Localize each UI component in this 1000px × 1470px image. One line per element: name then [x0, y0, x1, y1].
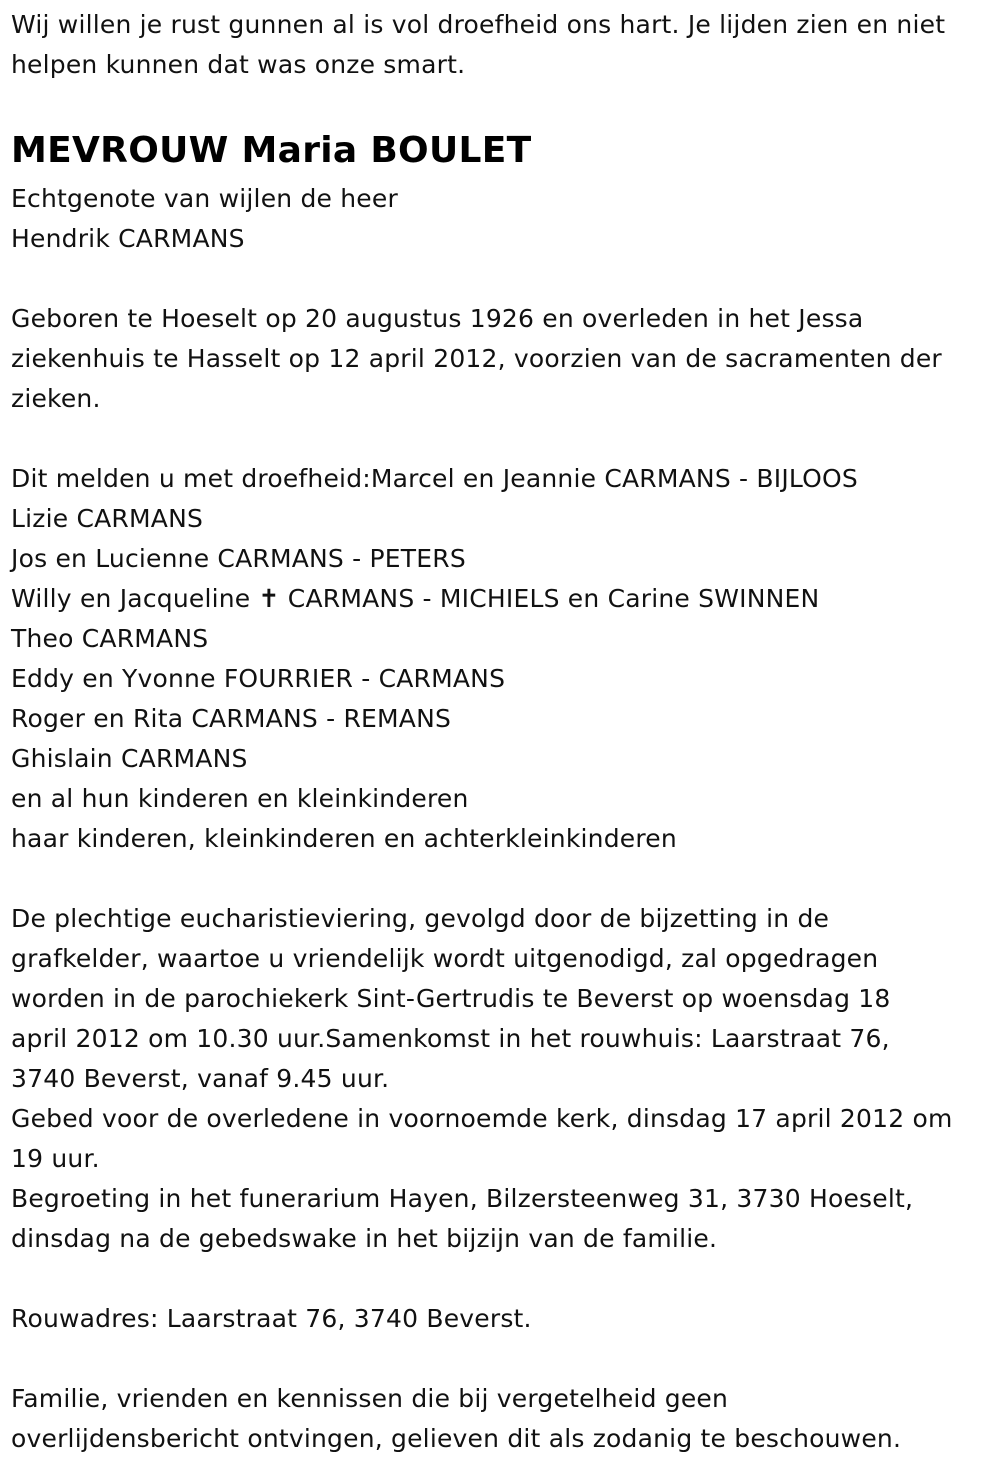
- mourning-address: [11, 1299, 996, 1339]
- paragraph-gap: [11, 1259, 996, 1299]
- family-line: Ghislain CARMANS: [11, 744, 248, 773]
- ceremony-line: De plechtige eucharistieviering, gevolgd door de bijzetting in de: [11, 904, 830, 933]
- ceremony-line: Begroeting in het funerarium Hayen, Bilzersteenweg 31, 3730 Hoeselt,: [11, 1184, 914, 1213]
- ceremony-paragraph: [11, 899, 996, 1259]
- closing-line: overlijdensbericht ontvingen, gelieven dit als zodanig te beschouwen.: [11, 1424, 902, 1453]
- paragraph-gap: [11, 259, 996, 299]
- family-line: Jos en Lucienne CARMANS - PETERS: [11, 544, 466, 573]
- ceremony-line: worden in de parochiekerk Sint-Gertrudis te Beverst op woensdag 18: [11, 984, 891, 1013]
- ceremony-line: 19 uur.: [11, 1144, 100, 1173]
- family-line: haar kinderen, kleinkinderen en achterkleinkinderen: [11, 824, 677, 853]
- address-line: Rouwadres: Laarstraat 76, 3740 Beverst.: [11, 1304, 532, 1333]
- paragraph-gap: [11, 1339, 996, 1379]
- paragraph-gap: [11, 419, 996, 459]
- birth-death-line: ziekenhuis te Hasselt op 12 april 2012, voorzien van de sacramenten der: [11, 344, 942, 373]
- ceremony-line: grafkelder, waartoe u vriendelijk wordt uitgenodigd, zal opgedragen: [11, 944, 879, 973]
- intro-line: Wij willen je rust gunnen al is vol droefheid ons hart. Je lijden zien en niet: [11, 10, 946, 39]
- ceremony-line: april 2012 om 10.30 uur.Samenkomst in het rouwhuis: Laarstraat 76,: [11, 1024, 890, 1053]
- paragraph-gap: [11, 859, 996, 899]
- birth-death-paragraph: [11, 299, 996, 419]
- closing-paragraph: [11, 1379, 996, 1459]
- birth-death-line: Geboren te Hoeselt op 20 augustus 1926 en overleden in het Jessa: [11, 304, 864, 333]
- family-line: en al hun kinderen en kleinkinderen: [11, 784, 469, 813]
- family-line: Dit melden u met droefheid:Marcel en Jeannie CARMANS - BIJLOOS: [11, 464, 858, 493]
- family-list: [11, 459, 996, 859]
- obituary-document: [11, 0, 996, 1459]
- ceremony-line: 3740 Beverst, vanaf 9.45 uur.: [11, 1064, 390, 1093]
- spouse-line: Echtgenote van wijlen de heer: [11, 184, 398, 213]
- family-line: Willy en Jacqueline ✝ CARMANS - MICHIELS en Carine SWINNEN: [11, 584, 820, 613]
- ceremony-line: Gebed voor de overledene in voornoemde kerk, dinsdag 17 april 2012 om: [11, 1104, 953, 1133]
- ceremony-line: dinsdag na de gebedswake in het bijzijn van de familie.: [11, 1224, 718, 1253]
- spouse-line: Hendrik CARMANS: [11, 224, 245, 253]
- intro-verse: [11, 0, 996, 85]
- spouse-block: [11, 179, 996, 259]
- family-line: Roger en Rita CARMANS - REMANS: [11, 704, 452, 733]
- family-line: Lizie CARMANS: [11, 504, 204, 533]
- family-line: Theo CARMANS: [11, 624, 209, 653]
- birth-death-line: zieken.: [11, 384, 101, 413]
- deceased-name: MEVROUW Maria BOULET: [11, 130, 532, 171]
- closing-line: Familie, vrienden en kennissen die bij vergetelheid geen: [11, 1384, 729, 1413]
- family-line: Eddy en Yvonne FOURRIER - CARMANS: [11, 664, 506, 693]
- intro-line: helpen kunnen dat was onze smart.: [11, 50, 466, 79]
